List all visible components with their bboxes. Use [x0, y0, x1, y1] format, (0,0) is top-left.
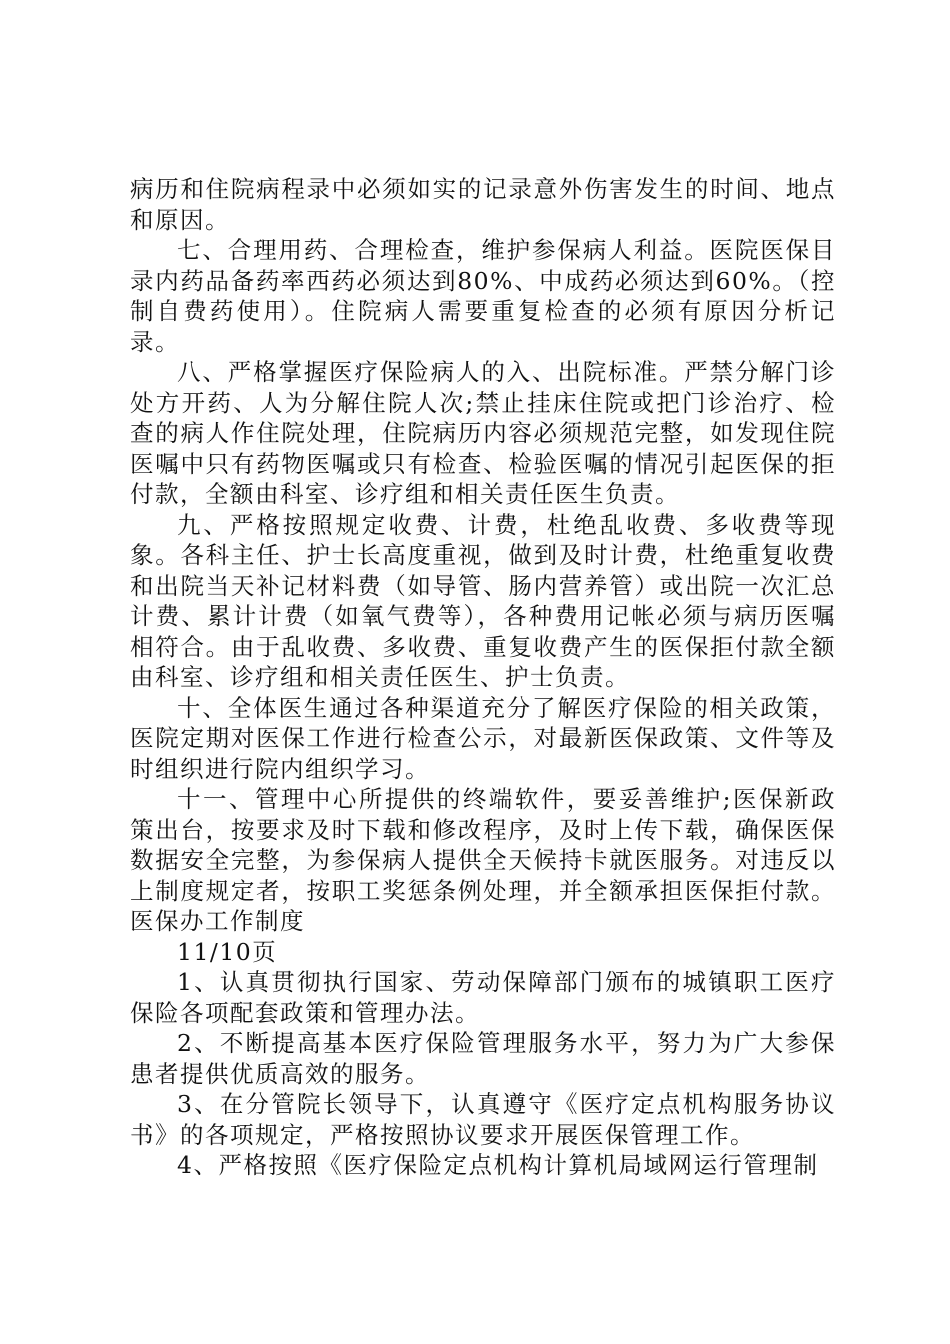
paragraph-section-8: 八、严格掌握医疗保险病人的入、出院标准。严禁分解门诊处方开药、人为分解住院人次;禁止挂床住院或把门诊治疗、检查的病人作住院处理，住院病历内容必须规范完整，如发现住院医嘱中只有药物医嘱或只有检查、检验医嘱的情况引起医保的拒付款，全额由科室、诊疗组和相关责任医生负责。: [130, 358, 836, 508]
page-number: 11/10页: [177, 937, 278, 966]
paragraph-item-1: 1、认真贯彻执行国家、劳动保障部门颁布的城镇职工医疗保险各项配套政策和管理办法。: [130, 968, 836, 1027]
paragraph-section-9: 九、严格按照规定收费、计费，杜绝乱收费、多收费等现象。各科主任、护士长高度重视，做到及时计费，杜绝重复收费和出院当天补记材料费（如导管、肠内营养管）或出院一次汇总计费、累计计费（如氧气费等），各种费用记帐必须与病历医嘱相符合。由于乱收费、多收费、重复收费产生的医保拒付款全额由科室、诊疗组和相关责任医生、护士负责。: [130, 510, 836, 691]
paragraph-item-2: 2、不断提高基本医疗保险管理服务水平，努力为广大参保患者提供优质高效的服务。: [130, 1029, 836, 1088]
paragraph-item-3: 3、在分管院长领导下，认真遵守《医疗定点机构服务协议书》的各项规定，严格按照协议要求开展医保管理工作。: [130, 1090, 836, 1149]
paragraph-section-7: 七、合理用药、合理检查，维护参保病人利益。医院医保目录内药品备药率西药必须达到80%、中成药必须达到60%。（控制自费药使用）。住院病人需要重复检查的必须有原因分析记录。: [130, 236, 836, 356]
paragraph-section-11: 十一、管理中心所提供的终端软件，要妥善维护;医保新政策出台，按要求及时下载和修改程序，及时上传下载，确保医保数据安全完整，为参保病人提供全天候持卡就医服务。对违反以上制度规定者，按职工奖惩条例处理，并全额承担医保拒付款。医保办工作制度: [130, 785, 836, 935]
paragraph-section-10: 十、全体医生通过各种渠道充分了解医疗保险的相关政策，医院定期对医保工作进行检查公示，对最新医保政策、文件等及时组织进行院内组织学习。: [130, 693, 836, 783]
paragraph-continuation: 病历和住院病程录中必须如实的记录意外伤害发生的时间、地点和原因。: [130, 175, 836, 234]
paragraph-item-4: 4、严格按照《医疗保险定点机构计算机局域网运行管理制: [177, 1151, 819, 1179]
document-body: [130, 174, 836, 1181]
